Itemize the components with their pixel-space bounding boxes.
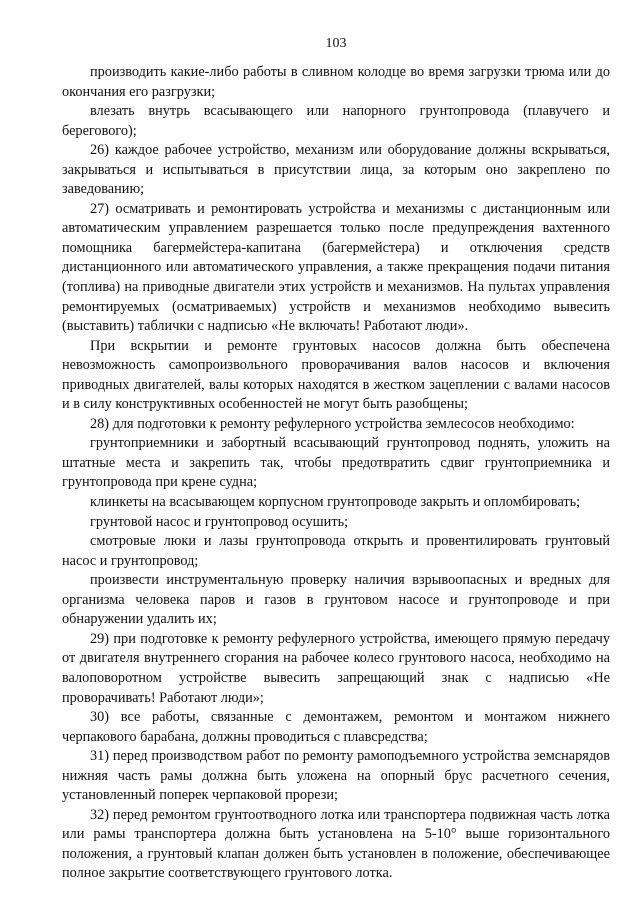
paragraph: 28) для подготовки к ремонту рефулерного устройства землесосов необходимо: bbox=[90, 415, 575, 432]
paragraph: грунтоприемники и забортный всасывающий грунтопровод поднять, уложить на штатные места и закрепить так, чтобы предотвратить сдвиг грунтоприемника и грунтопровода при крене судна; bbox=[62, 435, 610, 491]
paragraph: 27) осматривать и ремонтировать устройства и механизмы с дистанционным или автоматическим управлением разрешается только после предупреждения вахтенного помощника багермейстера-капитана (багермейстера) и отключения средств дистанционного или автоматического управления, а также прекращения подачи питания (топлива) на приводные двигатели этих устройств и механизмов. На пультах управления ремонтируемых (осматриваемых) устройств и механизмов необходимо вывесить (выставить) таблички с надписью «Не включать! Работают люди». bbox=[62, 200, 610, 335]
paragraph: клинкеты на всасывающем корпусном грунтопроводе закрыть и опломбировать; bbox=[90, 494, 581, 511]
paragraph: 30) все работы, связанные с демонтажем, ремонтом и монтажом нижнего черпакового барабана, должны проводиться с плавсредства; bbox=[62, 709, 610, 745]
paragraph: 26) каждое рабочее устройство, механизм или оборудование должны вскрываться, закрываться и испытываться в присутствии лица, за которым оно закреплено по заведованию; bbox=[62, 142, 610, 198]
paragraph: влезать внутрь всасывающего или напорного грунтопровода (плавучего и берегового); bbox=[62, 103, 610, 139]
paragraph: 29) при подготовке к ремонту рефулерного устройства, имеющего прямую передачу от двигателя внутреннего сгорания на рабочее колесо грунтового насоса, необходимо на валоповоротном устройстве вывесить запрещающий знак с надписью «Не проворачивать! Работают люди»; bbox=[62, 630, 610, 706]
paragraph: 31) перед производством работ по ремонту рамоподъемного устройства земснарядов нижняя часть рамы должна быть уложена на опорный брус расчетного сечения, установленный поперек черпаковой прорези; bbox=[62, 748, 610, 804]
page-number: 103 bbox=[325, 36, 347, 51]
paragraph: произвести инструментальную проверку наличия взрывоопасных и вредных для организма человека паров и газов в грунтовом насосе и грунтопроводе и при обнаружении удалить их; bbox=[62, 572, 610, 628]
paragraph: грунтовой насос и грунтопровод осушить; bbox=[90, 513, 349, 530]
paragraph: При вскрытии и ремонте грунтовых насосов должна быть обеспечена невозможность самопроизвольного проворачивания валов насосов и включения приводных двигателей, валы которых находятся в жестком зацеплении с валами насосов и в силу конструктивных особенностей не могут быть разобщены; bbox=[62, 337, 610, 413]
paragraph: 32) перед ремонтом грунтоотводного лотка или транспортера подвижная часть лотка или рамы транспортера должна быть установлена на 5-10° выше горизонтального положения, а грунтовый клапан должен быть установлен в положение, обеспечивающее полное закрытие соответствующего грунтового лотка. bbox=[62, 806, 610, 882]
paragraph: смотровые люки и лазы грунтопровода открыть и провентилировать грунтовый насос и грунтопровод; bbox=[62, 533, 610, 569]
paragraph: производить какие-либо работы в сливном колодце во время загрузки трюма или до окончания его разгрузки; bbox=[62, 64, 610, 100]
